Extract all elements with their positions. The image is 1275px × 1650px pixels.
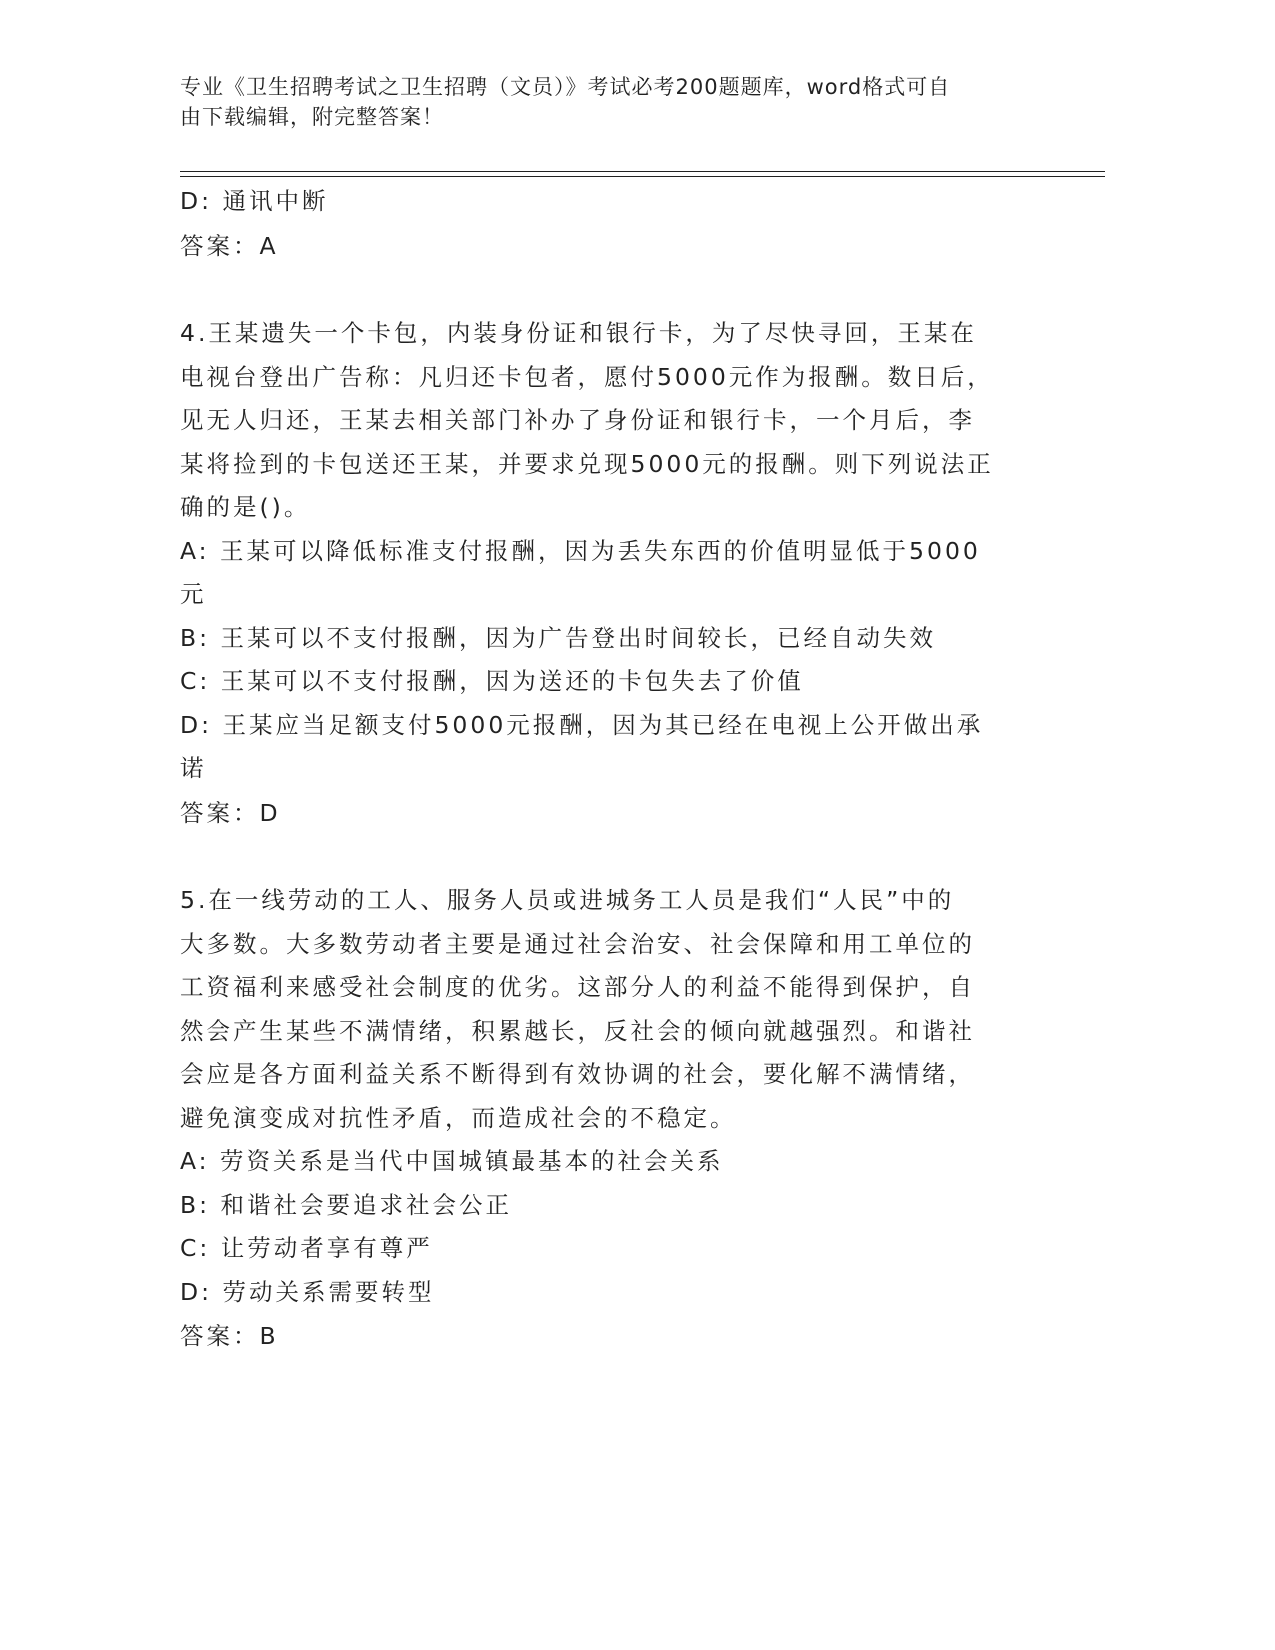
header-line-1: 专业《卫生招聘考试之卫生招聘（文员）》考试必考200题题库，word格式可自	[180, 75, 951, 99]
spacer	[180, 835, 1060, 879]
q4-stem-line: 电视台登出广告称：凡归还卡包者，愿付5000元作为报酬。数日后，	[180, 362, 994, 391]
q5-stem-line: 大多数。大多数劳动者主要是通过社会治安、社会保障和用工单位的	[180, 929, 975, 958]
q5-answer: 答案：B	[180, 1322, 279, 1350]
q3-answer: 答案：A	[180, 231, 279, 260]
header-divider-bottom	[180, 176, 1105, 177]
q4-answer: 答案：D	[180, 798, 281, 827]
question-5	[180, 879, 1060, 1359]
q4-option-d-cont: 诺	[180, 754, 207, 782]
q4-option-d: D: 王某应当足额支付5000元报酬，因为其已经在电视上公开做出承	[180, 710, 984, 739]
q5-stem-line: 会应是各方面利益关系不断得到有效协调的社会，要化解不满情绪，	[180, 1060, 975, 1088]
document-header	[180, 72, 1060, 132]
q5-option-b: B: 和谐社会要追求社会公正	[180, 1190, 513, 1219]
q4-stem-line: 某将捡到的卡包送还王某，并要求兑现5000元的报酬。则下列说法正	[180, 449, 994, 478]
q4-option-a-cont: 元	[180, 580, 207, 608]
q3-option-d: D: 通讯中断	[180, 187, 329, 215]
q5-option-c: C: 让劳动者享有尊严	[180, 1234, 433, 1262]
q5-option-a: A: 劳资关系是当代中国城镇最基本的社会关系	[180, 1147, 724, 1175]
spacer	[180, 268, 1060, 312]
q5-stem-line: 工资福利来感受社会制度的优劣。这部分人的利益不能得到保护，自	[180, 973, 975, 1001]
q4-option-c: C: 王某可以不支付报酬，因为送还的卡包失去了价值	[180, 667, 804, 695]
question-4	[180, 312, 1060, 835]
q4-stem-line: 确的是()。	[180, 493, 311, 521]
q5-stem-line: 5.在一线劳动的工人、服务人员或进城务工人员是我们“人民”中的	[180, 886, 955, 914]
header-divider-top	[180, 171, 1105, 172]
q4-stem-line: 4.王某遗失一个卡包，内装身份证和银行卡，为了尽快寻回，王某在	[180, 319, 977, 347]
question-3-tail	[180, 180, 1060, 268]
q5-stem-line: 避免演变成对抗性矛盾，而造成社会的不稳定。	[180, 1103, 737, 1132]
q4-option-a: A: 王某可以降低标准支付报酬，因为丢失东西的价值明显低于5000	[180, 536, 981, 565]
q4-option-b: B: 王某可以不支付报酬，因为广告登出时间较长，已经自动失效	[180, 623, 937, 652]
question-content	[180, 180, 1060, 1359]
q4-stem-line: 见无人归还，王某去相关部门补办了身份证和银行卡，一个月后，李	[180, 406, 975, 434]
q5-stem-line: 然会产生某些不满情绪，积累越长，反社会的倾向就越强烈。和谐社	[180, 1016, 975, 1045]
q5-option-d: D: 劳动关系需要转型	[180, 1277, 435, 1306]
header-line-2: 由下载编辑，附完整答案！	[180, 105, 444, 129]
